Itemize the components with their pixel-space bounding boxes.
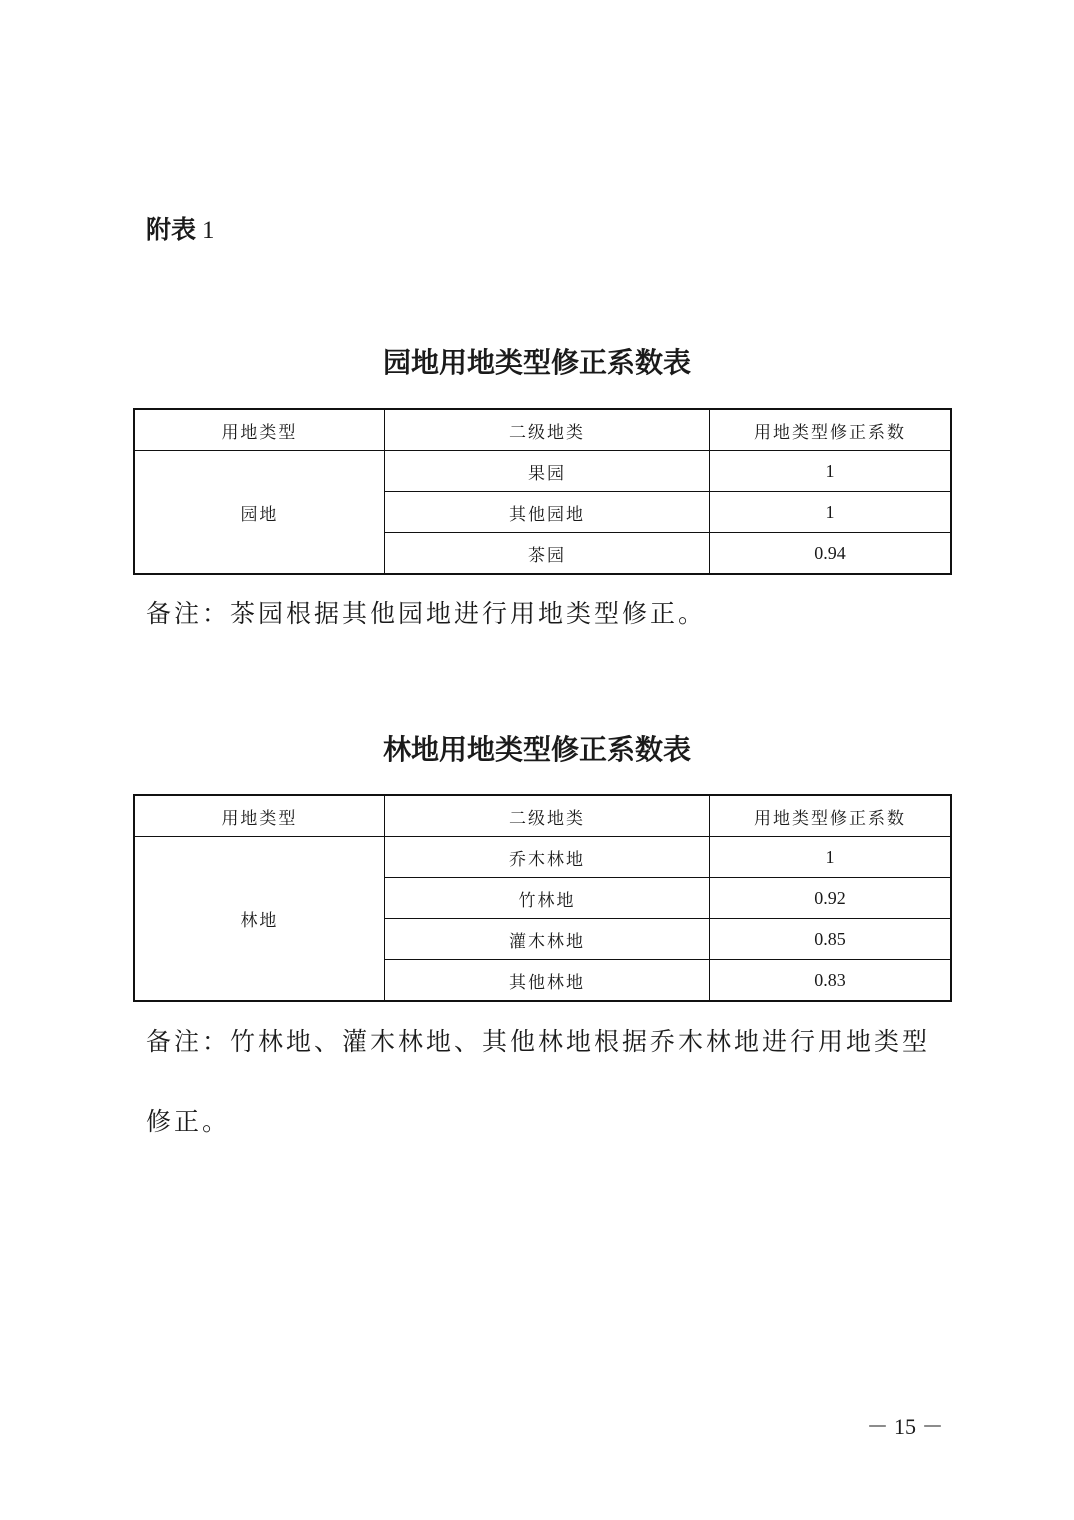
header-land-type: 用地类型 xyxy=(134,795,384,837)
coefficient-cell: 1 xyxy=(710,451,951,492)
coefficient-cell: 0.94 xyxy=(710,533,951,575)
category-cell: 林地 xyxy=(134,837,384,1002)
header-coefficient: 用地类型修正系数 xyxy=(710,409,951,451)
sub-category-cell: 其他林地 xyxy=(384,960,709,1002)
header-coefficient: 用地类型修正系数 xyxy=(710,795,951,837)
appendix-number: 1 xyxy=(202,217,215,244)
coefficient-cell: 1 xyxy=(710,492,951,533)
coefficient-cell: 1 xyxy=(710,837,951,878)
garden-coefficient-table xyxy=(133,408,952,575)
table1-title: 园地用地类型修正系数表 xyxy=(382,346,691,379)
coefficient-cell: 0.92 xyxy=(710,878,951,919)
table2-note-line1: 备注：竹林地、灌木林地、其他林地根据乔木林地进行用地类型 xyxy=(146,1027,931,1056)
category-cell: 园地 xyxy=(134,451,384,575)
sub-category-cell: 灌木林地 xyxy=(384,919,709,960)
appendix-label-text: 附表 xyxy=(146,215,197,244)
header-sub-category: 二级地类 xyxy=(384,795,709,837)
coefficient-cell: 0.83 xyxy=(710,960,951,1002)
sub-category-cell: 果园 xyxy=(384,451,709,492)
forest-coefficient-table xyxy=(133,794,952,1002)
table-row xyxy=(134,451,951,492)
sub-category-cell: 茶园 xyxy=(384,533,709,575)
header-land-type: 用地类型 xyxy=(134,409,384,451)
table2-note-line2: 修正。 xyxy=(146,1107,231,1136)
sub-category-cell: 其他园地 xyxy=(384,492,709,533)
header-sub-category: 二级地类 xyxy=(384,409,709,451)
table-header-row xyxy=(134,409,951,451)
sub-category-cell: 乔木林地 xyxy=(384,837,709,878)
sub-category-cell: 竹林地 xyxy=(384,878,709,919)
table2-title: 林地用地类型修正系数表 xyxy=(382,733,691,766)
coefficient-cell: 0.85 xyxy=(710,919,951,960)
table-header-row xyxy=(134,795,951,837)
table-row xyxy=(134,837,951,878)
table1-note: 备注：茶园根据其他园地进行用地类型修正。 xyxy=(146,599,707,628)
page-number: － 15 － xyxy=(866,1414,944,1439)
appendix-label xyxy=(146,212,215,249)
